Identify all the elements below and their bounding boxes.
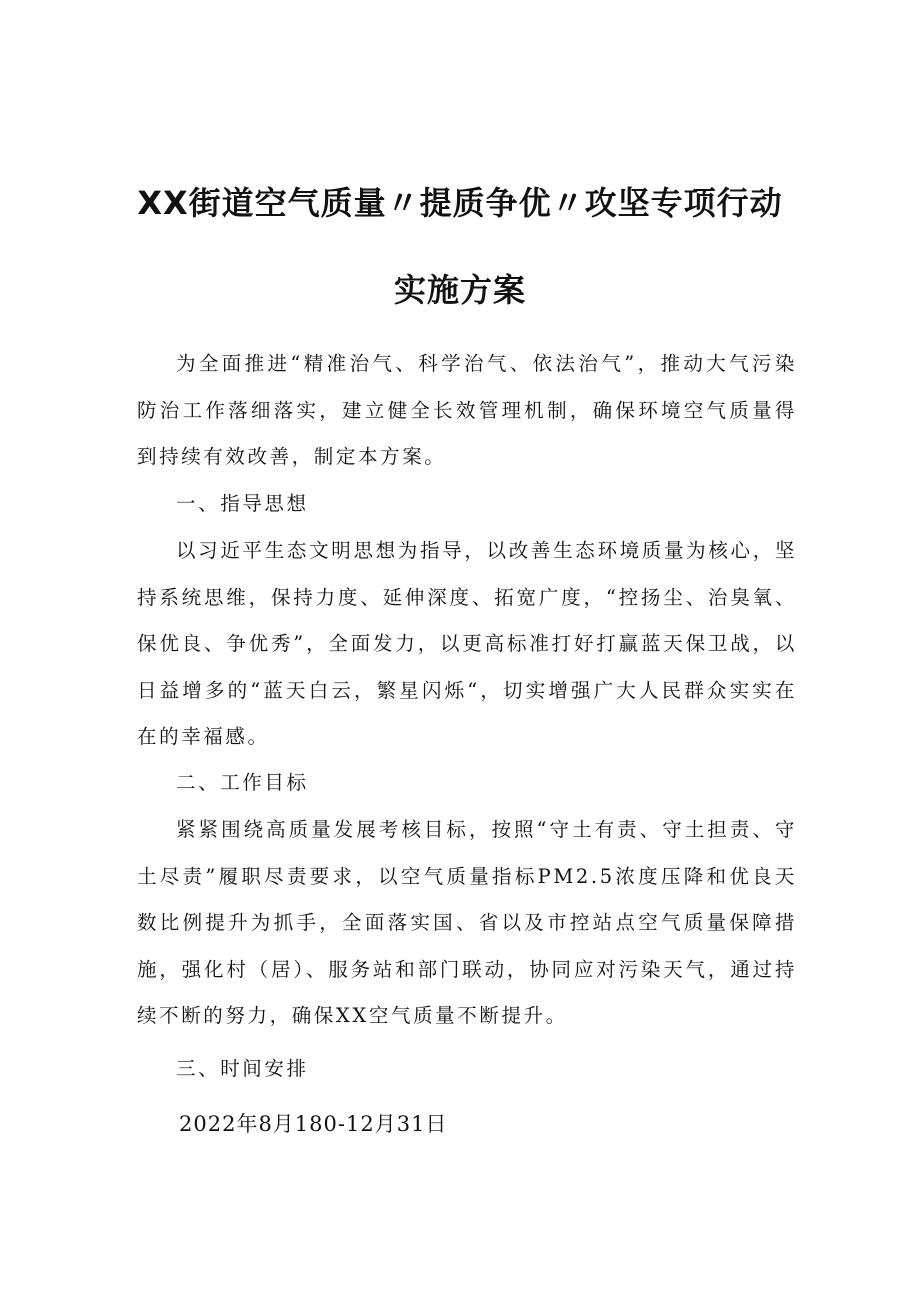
schedule-dates: 2022年8月180-12月31日 (179, 1112, 448, 1136)
intro-paragraph-block (137, 341, 797, 481)
intro-paragraph: 为全面推进“精准治气、科学治气、依法治气”，推动大气污染防治工作落细落实，建立健全长效管理机制，确保环境空气质量得到持续有效改善，制定本方案。 (137, 352, 797, 468)
section1-heading: 一、指导思想 (176, 492, 309, 515)
document-title-line2: 实施方案 (393, 271, 526, 309)
section3-heading-block (137, 1046, 797, 1093)
section1-heading-block (137, 481, 797, 528)
section3-heading: 三、时间安排 (176, 1057, 309, 1080)
section2-body: 紧紧围绕高质量发展考核目标，按照“守土有责、守土担责、守土尽责”履职尽责要求，以空气质量指标PM2.5浓度压降和优良天数比例提升为抓手，全面落实国、省以及市控站点空气质量保障措施，强化村（居）、服务站和部门联动，协同应对污染天气，通过持续不断的努力，确保XX空气质量不断提升。 (137, 818, 797, 1027)
section1-body: 以习近平生态文明思想为指导，以改善生态环境质量为核心，坚持系统思维，保持力度、延伸深度、拓宽广度，“控扬尘、治臭氧、保优良、争优秀”，全面发力，以更高标准打好打赢蓝天保卫战，以日益增多的“蓝天白云，繁星闪烁“，切实增强广大人民群众实实在在的幸福感。 (137, 539, 797, 748)
section2-heading-block (137, 760, 797, 807)
section2-body-block (137, 807, 797, 1040)
section1-body-block (137, 528, 797, 761)
section3-body-block (137, 1101, 797, 1148)
document-title-line1: XX街道空气质量〃提质争优〃攻坚专项行动 (137, 184, 783, 222)
section2-heading: 二、工作目标 (176, 771, 309, 794)
